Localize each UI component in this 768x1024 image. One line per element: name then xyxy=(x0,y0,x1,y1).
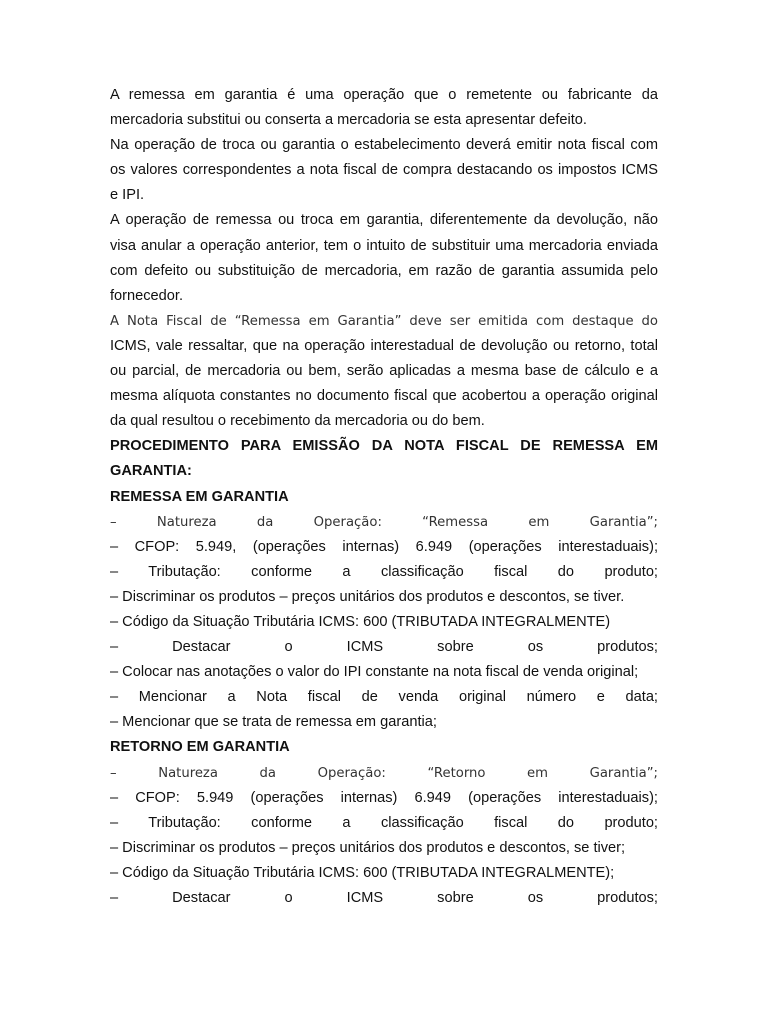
remessa-destacar: – Destacar o ICMS sobre os produtos; xyxy=(110,639,658,656)
paragraph-nota-line1: A Nota Fiscal de “Remessa em Garantia” deve ser emitida com destaque do xyxy=(110,313,658,329)
paragraph-troca: Na operação de troca ou garantia o estabelecimento deverá emitir nota fiscal com os valores correspondentes a nota fiscal de compra destacando os impostos ICMS e IPI. xyxy=(110,137,658,204)
remessa-codigo: – Código da Situação Tributária ICMS: 600 (TRIBUTADA INTEGRALMENTE) xyxy=(110,613,611,630)
heading-remessa: REMESSA EM GARANTIA xyxy=(110,488,289,505)
paragraph-definition: A remessa em garantia é uma operação que o remetente ou fabricante da mercadoria substitui ou conserta a mercadoria se esta apresentar defeito. xyxy=(110,87,658,129)
heading-procedimento: PROCEDIMENTO PARA EMISSÃO DA NOTA FISCAL DE REMESSA EM GARANTIA: xyxy=(110,438,658,480)
retorno-codigo: – Código da Situação Tributária ICMS: 600 (TRIBUTADA INTEGRALMENTE); xyxy=(110,864,615,881)
remessa-discriminar: – Discriminar os produtos – preços unitários dos produtos e descontos, se tiver. xyxy=(110,588,625,605)
remessa-cfop: – CFOP: 5.949, (operações internas) 6.949 (operações interestaduais); xyxy=(110,538,658,555)
remessa-colocar: – Colocar nas anotações o valor do IPI constante na nota fiscal de venda original; xyxy=(110,664,639,681)
retorno-destacar: – Destacar o ICMS sobre os produtos; xyxy=(110,890,658,906)
paragraph-diferenca: A operação de remessa ou troca em garantia, diferentemente da devolução, não visa anular a operação anterior, tem o intuito de substituir uma mercadoria enviada com defeito ou substituição de mercadoria, em razão de garantia assumida pelo fornecedor. xyxy=(110,212,658,304)
retorno-natureza: – Natureza da Operação: “Retorno em Garantia”; xyxy=(110,765,658,781)
document-page xyxy=(110,83,658,911)
retorno-discriminar: – Discriminar os produtos – preços unitários dos produtos e descontos, se tiver; xyxy=(110,839,626,856)
heading-retorno: RETORNO EM GARANTIA xyxy=(110,739,290,756)
remessa-mencionar-remessa: – Mencionar que se trata de remessa em garantia; xyxy=(110,714,437,731)
remessa-natureza: – Natureza da Operação: “Remessa em Garantia”; xyxy=(110,514,658,530)
paragraph-nota-rest: ICMS, vale ressaltar, que na operação interestadual de devolução ou retorno, total ou parcial, de mercadoria ou bem, serão aplicadas a mesma base de cálculo e a mesma alíquota constantes no documento fiscal que acobertou a operação original da qual resultou o recebimento da mercadoria ou do bem. xyxy=(110,337,658,430)
remessa-tributacao: – Tributação: conforme a classificação fiscal do produto; xyxy=(110,563,658,580)
retorno-cfop: – CFOP: 5.949 (operações internas) 6.949 (operações interestaduais); xyxy=(110,789,658,806)
retorno-tributacao: – Tributação: conforme a classificação fiscal do produto; xyxy=(110,814,658,831)
remessa-mencionar-nota: – Mencionar a Nota fiscal de venda original número e data; xyxy=(110,689,658,706)
